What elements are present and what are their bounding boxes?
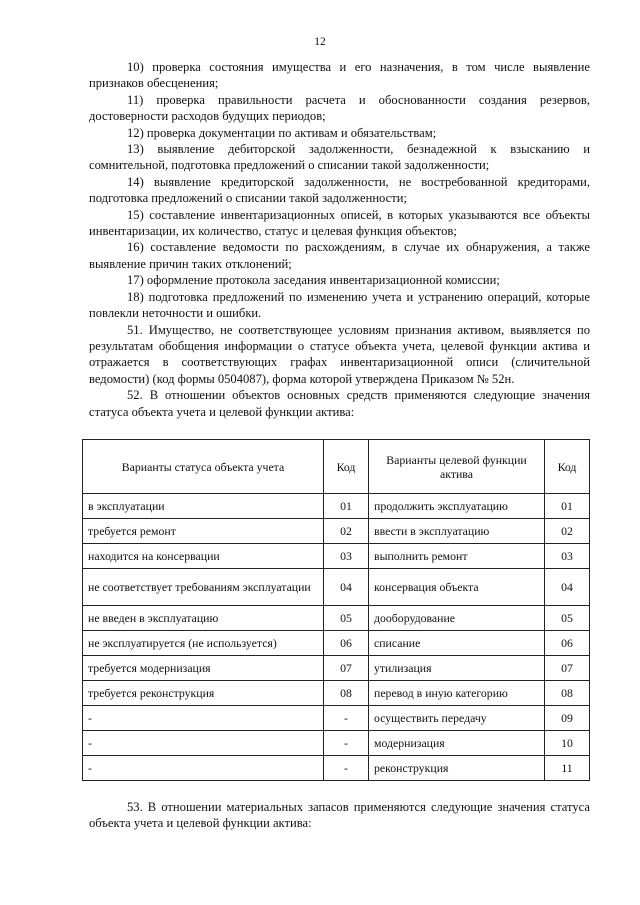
status-cell: в эксплуатации xyxy=(83,494,324,519)
status-cell: - xyxy=(83,731,324,756)
function-cell: продолжить эксплуатацию xyxy=(369,494,545,519)
table-row xyxy=(83,631,590,656)
status-code-cell: 08 xyxy=(324,681,369,706)
function-cell: реконструкция xyxy=(369,756,545,781)
table-row xyxy=(83,606,590,631)
table-row xyxy=(83,656,590,681)
function-cell: списание xyxy=(369,631,545,656)
paragraph-item-15: 15) составление инвентаризационных описей, в которых указываются все объекты инвентаризации, их количество, статус и целевая функция объектов; xyxy=(89,207,590,239)
table-row xyxy=(83,519,590,544)
table-header-row xyxy=(83,440,590,494)
function-code-cell: 08 xyxy=(545,681,590,706)
function-code-cell: 03 xyxy=(545,544,590,569)
function-code-cell: 10 xyxy=(545,731,590,756)
status-code-cell: - xyxy=(324,731,369,756)
paragraph-item-17: 17) оформление протокола заседания инвентаризационной комиссии; xyxy=(127,273,500,288)
status-cell: не соответствует требованиям эксплуатации xyxy=(83,569,324,606)
function-cell: дооборудование xyxy=(369,606,545,631)
status-cell: не введен в эксплуатацию xyxy=(83,606,324,631)
paragraph-51: 51. Имущество, не соответствующее условиям признания активом, выявляется по результатам обобщения информации о статусе объекта учета, целевой функции актива и отражается в соответствующих графах инвентаризационной описи (сличительной ведомости) (код формы 0504087), форма которой утверждена Приказом № 52н. xyxy=(89,322,590,386)
status-code-cell: 06 xyxy=(324,631,369,656)
status-cell: требуется ремонт xyxy=(83,519,324,544)
status-code-cell: 05 xyxy=(324,606,369,631)
status-cell: - xyxy=(83,756,324,781)
paragraph-item-14: 14) выявление кредиторской задолженности, не востребованной кредиторами, подготовка предложений о списании такой задолженности; xyxy=(89,174,590,206)
status-cell: требуется модернизация xyxy=(83,656,324,681)
function-code-cell: 04 xyxy=(545,569,590,606)
status-code-cell: - xyxy=(324,756,369,781)
table-row xyxy=(83,544,590,569)
function-code-cell: 01 xyxy=(545,494,590,519)
table-row xyxy=(83,731,590,756)
function-code-cell: 02 xyxy=(545,519,590,544)
paragraph-52: 52. В отношении объектов основных средств применяются следующие значения статуса объекта учета и целевой функции актива: xyxy=(89,388,590,419)
status-code-cell: 03 xyxy=(324,544,369,569)
status-code-cell: 01 xyxy=(324,494,369,519)
table-row xyxy=(83,681,590,706)
function-cell: утилизация xyxy=(369,656,545,681)
table-row xyxy=(83,494,590,519)
function-cell: модернизация xyxy=(369,731,545,756)
function-cell: консервация объекта xyxy=(369,569,545,606)
paragraph-item-18: 18) подготовка предложений по изменению учета и устранению операций, которые повлекли неточности и ошибки. xyxy=(89,289,590,321)
table-row xyxy=(83,569,590,606)
status-table-wrapper xyxy=(82,439,589,781)
paragraph-53: 53. В отношении материальных запасов применяются следующие значения статуса объекта учета и целевой функции актива: xyxy=(89,800,590,831)
header-function-code: Код xyxy=(545,440,590,494)
header-status-variants: Варианты статуса объекта учета xyxy=(83,440,324,494)
paragraph-item-10: 10) проверка состояния имущества и его назначения, в том числе выявление признаков обесценения; xyxy=(89,60,590,91)
function-code-cell: 06 xyxy=(545,631,590,656)
table-row xyxy=(83,756,590,781)
function-cell: осуществить передачу xyxy=(369,706,545,731)
status-function-table xyxy=(82,439,590,781)
header-function-variants: Варианты целевой функции актива xyxy=(369,440,545,494)
status-code-cell: 02 xyxy=(324,519,369,544)
paragraph-item-13: 13) выявление дебиторской задолженности, безнадежной к взысканию и сомнительной, подготовка предложений о списании такой задолженности; xyxy=(89,142,590,173)
function-code-cell: 09 xyxy=(545,706,590,731)
paragraph-item-11: 11) проверка правильности расчета и обоснованности создания резервов, достоверности расходов будущих периодов; xyxy=(89,92,590,124)
page-number: 12 xyxy=(314,36,326,48)
paragraph-item-16: 16) составление ведомости по расхождениям, в случае их обнаружения, а также выявление причин таких отклонений; xyxy=(89,240,590,271)
status-cell: не эксплуатируется (не используется) xyxy=(83,631,324,656)
document-body xyxy=(89,59,590,420)
function-cell: перевод в иную категорию xyxy=(369,681,545,706)
function-code-cell: 05 xyxy=(545,606,590,631)
table-row xyxy=(83,706,590,731)
status-code-cell: - xyxy=(324,706,369,731)
function-cell: выполнить ремонт xyxy=(369,544,545,569)
status-cell: - xyxy=(83,706,324,731)
status-cell: требуется реконструкция xyxy=(83,681,324,706)
function-code-cell: 07 xyxy=(545,656,590,681)
status-code-cell: 07 xyxy=(324,656,369,681)
function-cell: ввести в эксплуатацию xyxy=(369,519,545,544)
status-cell: находится на консервации xyxy=(83,544,324,569)
status-code-cell: 04 xyxy=(324,569,369,606)
header-status-code: Код xyxy=(324,440,369,494)
paragraph-item-12: 12) проверка документации по активам и обязательствам; xyxy=(127,125,437,140)
function-code-cell: 11 xyxy=(545,756,590,781)
